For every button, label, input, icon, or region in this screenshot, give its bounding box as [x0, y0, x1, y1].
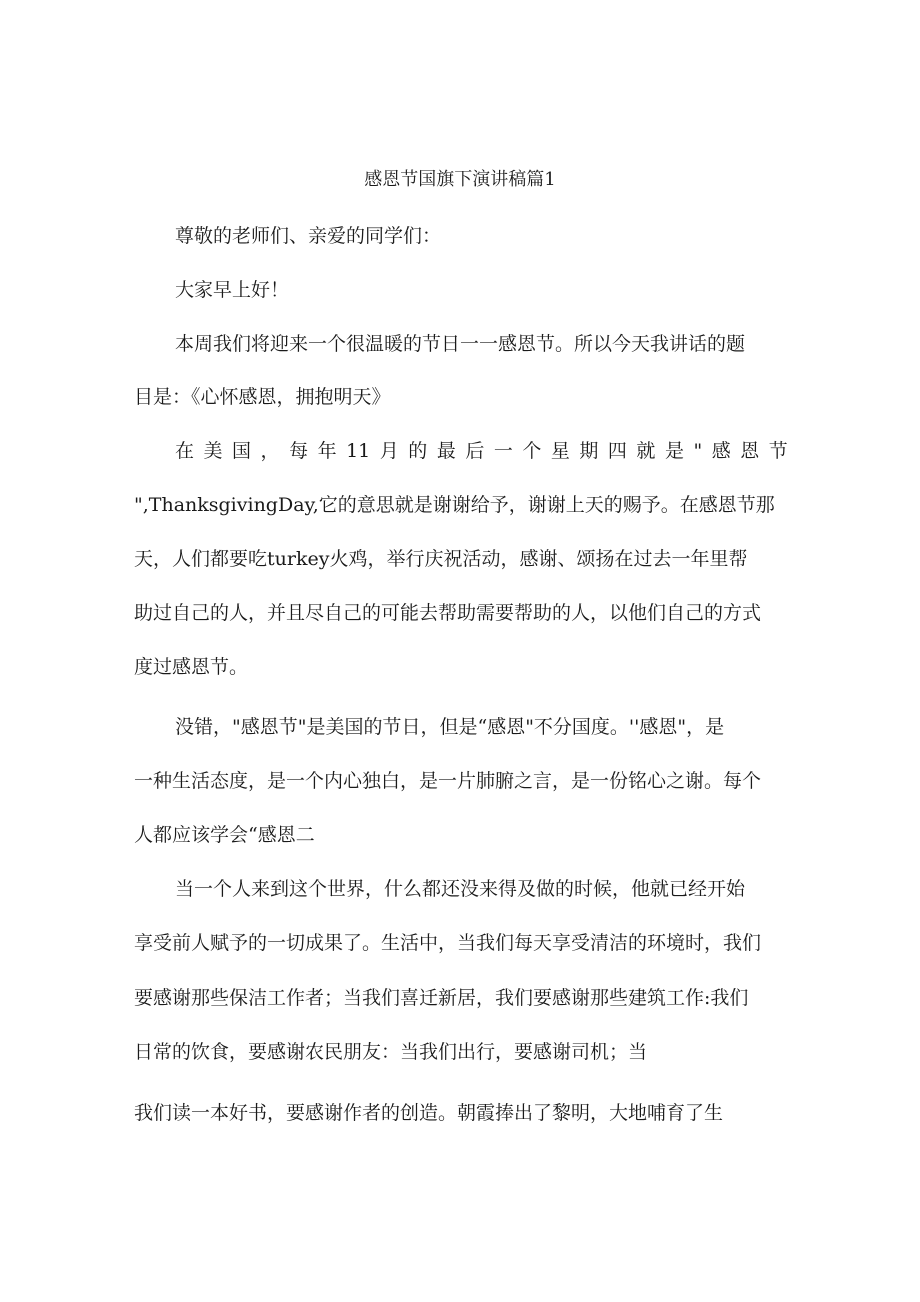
word: 在 — [175, 440, 195, 462]
paragraph-line: 日常的饮食，要感谢农民朋友：当我们出行，要感谢司机；当 — [134, 1041, 648, 1063]
paragraph-line: 当一个人来到这个世界，什么都还没来得及做的时候，他就已经开始 — [175, 878, 746, 900]
word: 四 — [607, 440, 627, 462]
paragraph-line: 本周我们将迎来一个很温暖的节日一一感恩节。所以今天我讲话的题 — [175, 333, 746, 355]
paragraph-line: 享受前人赋予的一切成果了。生活中，当我们每天享受清洁的环境时，我们 — [134, 932, 762, 954]
document-title: 感恩节国旗下演讲稿篇1 — [364, 169, 556, 190]
word: 每 — [289, 440, 309, 462]
paragraph-line-spread — [175, 438, 788, 464]
word: 恩 — [740, 440, 760, 462]
paragraph-line: 助过自己的人，并且尽自己的可能去帮助需要帮助的人，以他们自己的方式 — [134, 602, 762, 624]
word: 感 — [711, 440, 731, 462]
salutation: 尊敬的老师们、亲爱的同学们： — [175, 225, 442, 247]
word: 节 — [768, 440, 788, 462]
word: " — [693, 440, 703, 462]
word: 星 — [550, 440, 570, 462]
word: 个 — [522, 440, 542, 462]
word: 11 — [346, 440, 371, 462]
paragraph-line: ",ThanksgivingDay,它的意思就是谢谢给予，谢谢上天的赐予。在感恩节那 — [134, 494, 775, 516]
paragraph-line: 没错，"感恩节"是美国的节日，但是“感恩"不分国度。''感恩"，是 — [175, 716, 725, 738]
paragraph-line: 人都应该学会“感恩二 — [134, 824, 315, 846]
word: 期 — [579, 440, 599, 462]
paragraph-line: 目是：《心怀感恩，拥抱明天》 — [134, 386, 391, 408]
paragraph-line: 一种生活态度，是一个内心独白，是一片肺腑之言，是一份铭心之谢。每个 — [134, 770, 762, 792]
word: 最 — [436, 440, 456, 462]
word: 就 — [636, 440, 656, 462]
word: 国 — [232, 440, 252, 462]
word: 月 — [379, 440, 399, 462]
paragraph-line: 天，人们都要吃turkey火鸡，举行庆祝活动，感谢、颂扬在过去一年里帮 — [134, 548, 748, 570]
word: 是 — [664, 440, 684, 462]
word: 后 — [465, 440, 485, 462]
greeting: 大家早上好！ — [175, 279, 290, 301]
word: ， — [260, 440, 280, 462]
word: 一 — [493, 440, 513, 462]
paragraph-line: 度过感恩节。 — [134, 656, 249, 678]
paragraph-line: 我们读一本好书，要感谢作者的创造。朝霞捧出了黎明，大地哺育了生 — [134, 1102, 724, 1124]
word: 年 — [317, 440, 337, 462]
word: 美 — [203, 440, 223, 462]
word: 的 — [408, 440, 428, 462]
paragraph-line: 要感谢那些保洁工作者；当我们喜迁新居，我们要感谢那些建筑工作:我们 — [134, 987, 749, 1009]
